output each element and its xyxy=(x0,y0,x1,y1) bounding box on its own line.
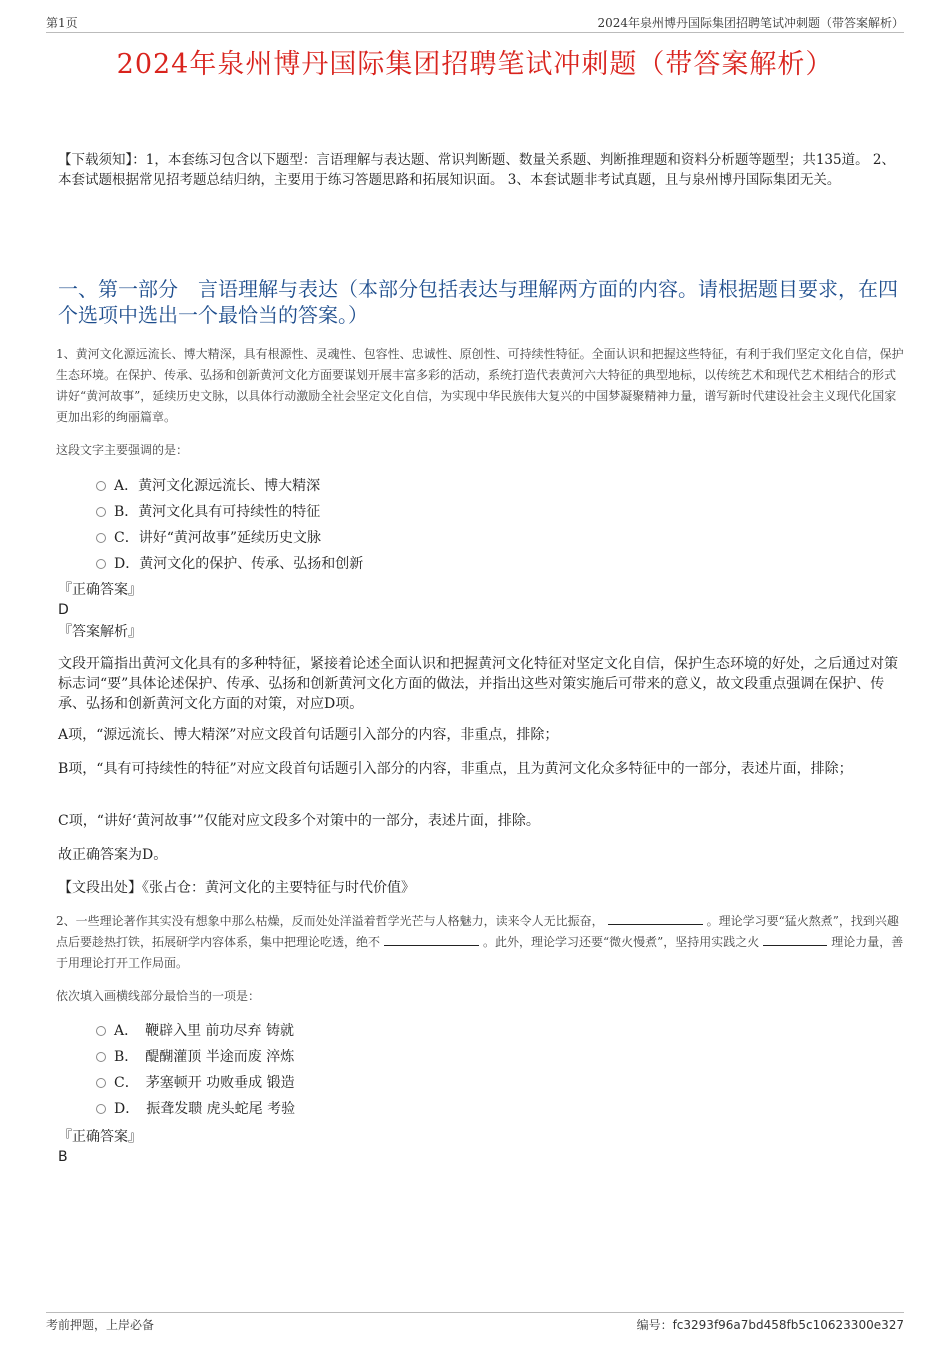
q1-analysis-a: A项，“源远流长、博大精深”对应文段首句话题引入部分的内容，非重点，排除； xyxy=(58,727,559,743)
q1-answer-label: 『正确答案』 xyxy=(58,582,142,598)
page-title: 2024年泉州博丹国际集团招聘笔试冲刺题（带答案解析） xyxy=(116,49,834,80)
fill-blank[interactable] xyxy=(608,912,703,925)
radio-icon[interactable] xyxy=(96,481,106,491)
q2-option-a[interactable]: A． 鞭辟入里 前功尽弃 铸就 xyxy=(96,1018,295,1044)
q2-option-c[interactable]: C． 茅塞顿开 功败垂成 锻造 xyxy=(96,1070,295,1096)
q2-answer-label: 『正确答案』 xyxy=(58,1129,142,1145)
radio-icon[interactable] xyxy=(96,1052,106,1062)
radio-icon[interactable] xyxy=(96,507,106,517)
q1-ask: 这段文字主要强调的是： xyxy=(56,443,189,457)
q1-analysis-c: C项，“讲好‘黄河故事’”仅能对应文段多个对策中的一部分，表述片面，排除。 xyxy=(58,813,540,829)
q2-option-b[interactable]: B． 醍醐灌顶 半途而废 淬炼 xyxy=(96,1044,295,1070)
radio-icon[interactable] xyxy=(96,1104,106,1114)
q2-option-d[interactable]: D． 振聋发聩 虎头蛇尾 考验 xyxy=(96,1096,295,1122)
q1-source: 【文段出处】《张占仓：黄河文化的主要特征与时代价值》 xyxy=(58,880,415,896)
q1-stem: 1、黄河文化源远流长、博大精深，具有根源性、灵魂性、包容性、忠诚性、原创性、可持续性特征。全面认识和把握这些特征，有利于我们坚定文化自信，保护生态环境。在保护、传承、弘扬和创新黄河文化方面要谋划开展丰富多彩的活动，系统打造代表黄河六大特征的典型地标，以传统艺术和现代艺术相结合的形式讲好“黄河故事”，延续历史文脉，以具体行动激励全社会坚定文化自信，为实现中华民族伟大复兴的中国梦凝聚精神力量，谱写新时代建设社会主义现代化国家更加出彩的绚丽篇章。 xyxy=(56,347,904,424)
q1-analysis-conclusion: 故正确答案为D。 xyxy=(58,847,168,863)
radio-icon[interactable] xyxy=(96,533,106,543)
radio-icon[interactable] xyxy=(96,559,106,569)
document-code: 编号：fc3293f96a7bd458fb5c10623300e327 xyxy=(636,1318,904,1332)
header-doc-title: 2024年泉州博丹国际集团招聘笔试冲刺题（带答案解析） xyxy=(597,16,904,30)
page-header xyxy=(46,14,904,33)
q2-answer: B xyxy=(58,1149,68,1165)
fill-blank[interactable] xyxy=(763,933,827,946)
footer-slogan: 考前押题，上岸必备 xyxy=(46,1318,155,1332)
q1-option-c[interactable]: C．讲好“黄河故事”延续历史文脉 xyxy=(96,525,363,551)
radio-icon[interactable] xyxy=(96,1078,106,1088)
q2-stem: 2、一些理论著作其实没有想象中那么枯燥，反而处处洋溢着哲学光芒与人格魅力，读来令人无比振奋， 。理论学习要“猛火熬煮”，找到兴趣点后要趁热打铁，拓展研学内容体系，集中把理论吃透，绝不 。此外，理论学习还要“微火慢煮”，坚持用实践之火 理论力量，善于用理论打开工作局面。 xyxy=(56,914,904,970)
page-number: 第1页 xyxy=(46,16,78,30)
q2-ask: 依次填入画横线部分最恰当的一项是： xyxy=(56,989,261,1003)
fill-blank[interactable] xyxy=(384,933,479,946)
page-footer xyxy=(46,1312,904,1333)
radio-icon[interactable] xyxy=(96,1026,106,1036)
q1-option-d[interactable]: D．黄河文化的保护、传承、弘扬和创新 xyxy=(96,551,363,577)
q1-option-b[interactable]: B．黄河文化具有可持续性的特征 xyxy=(96,499,363,525)
q1-options xyxy=(96,473,363,577)
download-notice: 【下载须知】：1，本套练习包含以下题型：言语理解与表达题、常识判断题、数量关系题、判断推理题和资料分析题等题型；共135道。 2、本套试题根据常见招考题总结归纳，主要用于练习答题思路和拓展知识面。 3、本套试题非考试真题，且与泉州博丹国际集团无关。 xyxy=(58,152,895,188)
q2-options xyxy=(96,1018,295,1122)
q1-option-a[interactable]: A．黄河文化源远流长、博大精深 xyxy=(96,473,363,499)
q1-answer: D xyxy=(58,602,69,618)
q1-analysis-b: B项，“具有可持续性的特征”对应文段首句话题引入部分的内容，非重点，且为黄河文化众多特征中的一部分，表述片面，排除； xyxy=(58,761,853,777)
q1-analysis-para: 文段开篇指出黄河文化具有的多种特征，紧接着论述全面认识和把握黄河文化特征对坚定文化自信，保护生态环境的好处，之后通过对策标志词“要”具体论述保护、传承、弘扬和创新黄河文化方面的做法，并指出这些对策实施后可带来的意义，故文段重点强调在保护、传承、弘扬和创新黄河文化方面的对策，对应D项。 xyxy=(58,656,898,712)
q1-analysis-label: 『答案解析』 xyxy=(58,624,142,640)
section-heading: 一、第一部分 言语理解与表达（本部分包括表达与理解两方面的内容。请根据题目要求，在四个选项中选出一个最恰当的答案。） xyxy=(58,277,898,327)
